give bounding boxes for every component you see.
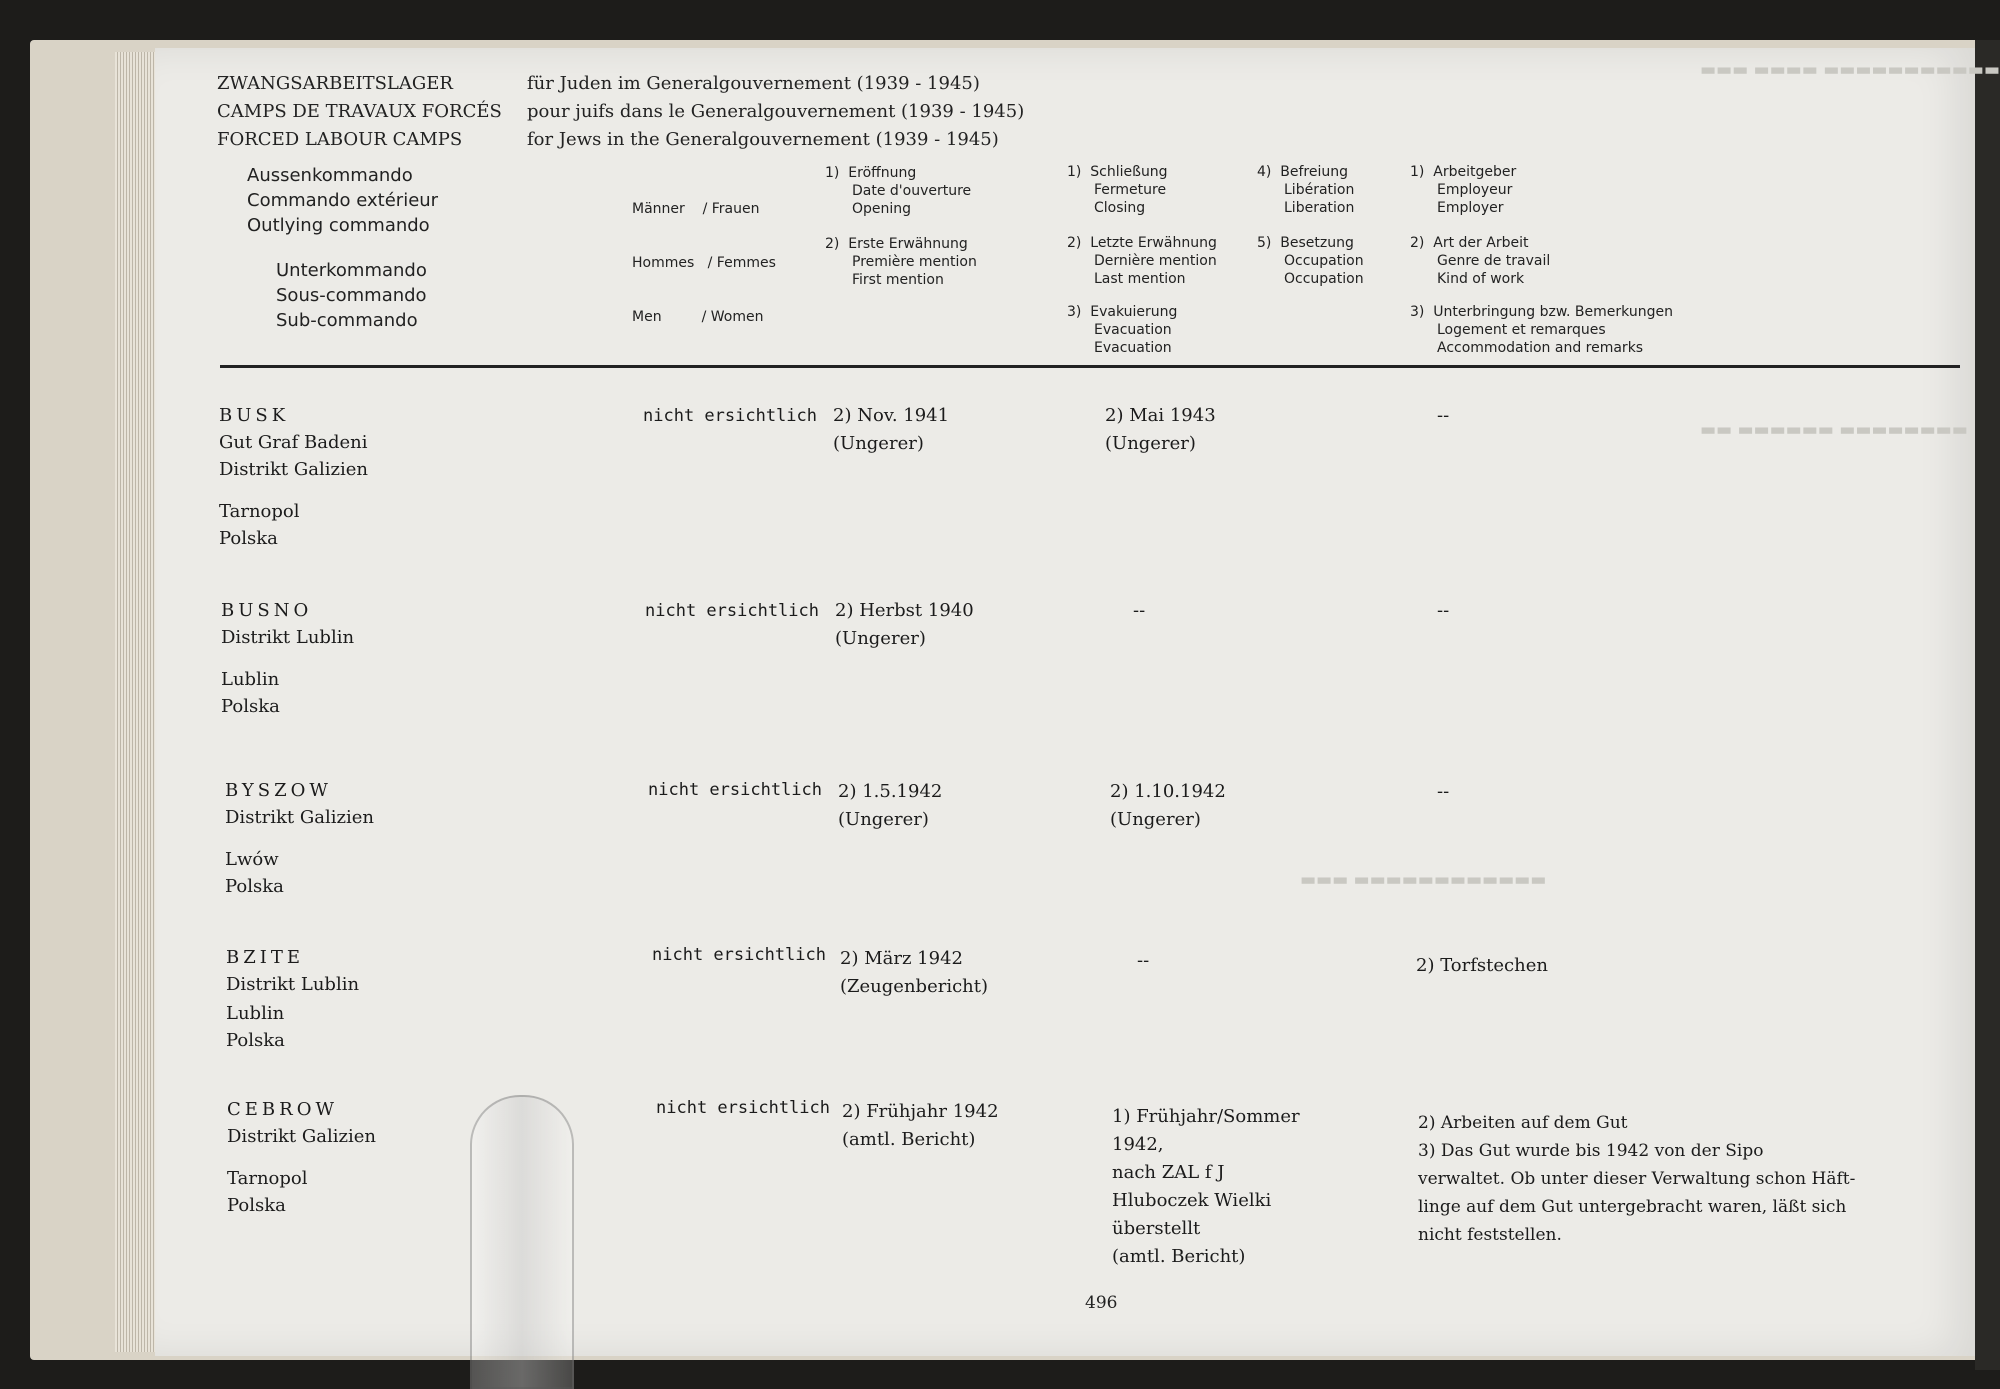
closing-heading (1067, 163, 1168, 217)
closing-value: 2) Mai 1943 (Ungerer) (1105, 405, 1216, 454)
employer-de: 1) Arbeitgeber (1410, 164, 1517, 180)
men-women-value: nicht ersichtlich (645, 601, 819, 621)
employer-value: 2) Arbeiten auf dem Gut 3) Das Gut wurde bis 1942 von der Sipo verwaltet. Ob unter dieser Verwaltung schon Häft- linge auf dem Gut untergebracht waren, läßt sich nicht feststellen. (1418, 1113, 1856, 1245)
employer-value: -- (1437, 600, 1450, 621)
opening-heading (825, 164, 971, 218)
evacuation-en: Evacuation (1094, 340, 1172, 356)
camp-region: Tarnopol (219, 501, 300, 522)
occupation-fr: Occupation (1284, 253, 1364, 269)
entry-bzite-place (226, 944, 359, 1054)
first-mention-fr: Première mention (852, 254, 977, 270)
opening-value: 2) Nov. 1941 (Ungerer) (833, 405, 950, 454)
evacuation-heading (1067, 303, 1177, 357)
men-women-en: Men / Women (632, 309, 764, 325)
bleed-through: ▬▬▬▬▬▬▬▬ ▬▬▬▬▬▬ ▬▬ (1700, 420, 1968, 440)
closing-en: Closing (1094, 200, 1146, 216)
header-rule (220, 365, 1960, 368)
camp-country: Polska (227, 1195, 286, 1216)
occupation-heading (1257, 234, 1364, 288)
camp-country: Polska (226, 1030, 285, 1051)
entry-busno-place (221, 597, 354, 720)
liberation-en: Liberation (1284, 200, 1355, 216)
opening-value: 2) Frühjahr 1942 (amtl. Bericht) (842, 1101, 999, 1150)
opening-value: 2) März 1942 (Zeugenbericht) (840, 948, 989, 997)
opening-en: Opening (852, 201, 912, 217)
work-en: Kind of work (1437, 271, 1525, 287)
outlying-fr: Commando extérieur (247, 190, 439, 211)
camp-district: Distrikt Lublin (226, 974, 360, 995)
evacuation-fr: Evacuation (1094, 322, 1172, 338)
sub-fr: Sous-commando (276, 285, 427, 306)
opening-fr: Date d'ouverture (852, 183, 972, 199)
outlying-de: Aussenkommando (247, 165, 413, 186)
header-subtitles (527, 70, 1024, 154)
occupation-en: Occupation (1284, 271, 1364, 287)
liberation-fr: Libération (1284, 182, 1355, 198)
last-mention-heading (1067, 234, 1217, 288)
sub-de: Unterkommando (276, 260, 427, 281)
outlying-commando-label (247, 163, 438, 238)
camp-name: BUSK (219, 405, 290, 426)
header-subtitle-en: for Jews in the Generalgouvernement (1939 - 1945) (527, 129, 999, 150)
opening-value: 2) 1.5.1942 (Ungerer) (838, 781, 943, 830)
outlying-en: Outlying commando (247, 215, 430, 236)
employer-value: -- (1437, 405, 1450, 426)
work-de: 2) Art der Arbeit (1410, 235, 1529, 251)
entry-byszow-place (225, 777, 374, 900)
liberation-heading (1257, 163, 1354, 217)
camp-name: BUSNO (221, 600, 313, 621)
sub-commando-label (276, 258, 427, 333)
camp-name: BYSZOW (225, 780, 332, 801)
camp-district: Distrikt Galizien (225, 807, 374, 828)
header-title-fr: CAMPS DE TRAVAUX FORCÉS (217, 101, 502, 122)
camp-region: Lwów (225, 849, 279, 870)
opening-value: 2) Herbst 1940 (Ungerer) (835, 600, 974, 649)
camp-country: Polska (225, 876, 284, 897)
first-mention-de: 2) Erste Erwähnung (825, 236, 968, 252)
closing-value: 1) Frühjahr/Sommer 1942, nach ZAL f J Hluboczek Wielki überstellt (amtl. Bericht) (1112, 1106, 1300, 1267)
first-mention-en: First mention (852, 272, 944, 288)
last-mention-de: 2) Letzte Erwähnung (1067, 235, 1217, 251)
right-page-edge (1975, 40, 2000, 1370)
entry-busk-place (219, 402, 368, 552)
camp-name: BZITE (226, 947, 304, 968)
occupation-de: 5) Besetzung (1257, 235, 1354, 251)
men-women-fr: Hommes / Femmes (632, 255, 776, 271)
camp-name: CEBROW (227, 1099, 338, 1120)
men-women-value: nicht ersichtlich (656, 1098, 830, 1118)
camp-region: Tarnopol (227, 1168, 308, 1189)
closing-fr: Fermeture (1094, 182, 1167, 198)
last-mention-en: Last mention (1094, 271, 1186, 287)
employer-en: Employer (1437, 200, 1504, 216)
first-mention-heading (825, 235, 977, 289)
evacuation-de: 3) Evakuierung (1067, 304, 1178, 320)
sub-en: Sub-commando (276, 310, 418, 331)
closing-value: -- (1137, 950, 1150, 971)
men-women-heading (632, 164, 776, 344)
accommodation-en: Accommodation and remarks (1437, 340, 1644, 356)
book-stand (470, 1095, 574, 1389)
camp-district: Distrikt Galizien (219, 459, 368, 480)
accommodation-fr: Logement et remarques (1437, 322, 1606, 338)
employer-fr: Employeur (1437, 182, 1513, 198)
camp-country: Polska (219, 528, 278, 549)
employer-heading (1410, 163, 1516, 217)
camp-region: Lublin (221, 669, 280, 690)
camp-district: Distrikt Lublin (221, 627, 355, 648)
camp-location: Gut Graf Badeni (219, 432, 368, 453)
header-subtitle-de: für Juden im Generalgouvernement (1939 - 1945) (527, 73, 980, 94)
opening-de: 1) Eröffnung (825, 165, 917, 181)
header-title-de: ZWANGSARBEITSLAGER (217, 73, 453, 94)
page-number: 496 (1085, 1293, 1118, 1313)
header-titles (217, 70, 502, 154)
closing-de: 1) Schließung (1067, 164, 1168, 180)
men-women-value: nicht ersichtlich (652, 945, 826, 965)
work-heading (1410, 234, 1550, 288)
men-women-de: Männer / Frauen (632, 201, 760, 217)
camp-country: Polska (221, 696, 280, 717)
page-edges (115, 52, 160, 1352)
closing-value: 2) 1.10.1942 (Ungerer) (1110, 781, 1226, 830)
work-fr: Genre de travail (1437, 253, 1551, 269)
camp-district: Distrikt Galizien (227, 1126, 376, 1147)
bleed-through: ▬▬▬▬▬▬▬▬▬▬▬▬ ▬▬▬ (1300, 870, 1547, 890)
accommodation-de: 3) Unterbringung bzw. Bemerkungen (1410, 304, 1673, 320)
header-subtitle-fr: pour juifs dans le Generalgouvernement (1939 - 1945) (527, 101, 1025, 122)
men-women-value: nicht ersichtlich (643, 406, 817, 426)
entry-cebrow-place (227, 1096, 376, 1219)
liberation-de: 4) Befreiung (1257, 164, 1348, 180)
employer-value: 2) Torfstechen (1416, 955, 1548, 976)
bleed-through: ▬▬▬▬▬▬▬▬▬▬▬ ▬▬▬▬ ▬▬▬ (1700, 60, 2000, 80)
last-mention-fr: Dernière mention (1094, 253, 1217, 269)
camp-region: Lublin (226, 1003, 285, 1024)
closing-value: -- (1133, 600, 1146, 621)
employer-value: -- (1437, 781, 1450, 802)
accommodation-heading (1410, 303, 1673, 357)
men-women-value: nicht ersichtlich (648, 780, 822, 800)
header-title-en: FORCED LABOUR CAMPS (217, 129, 463, 150)
